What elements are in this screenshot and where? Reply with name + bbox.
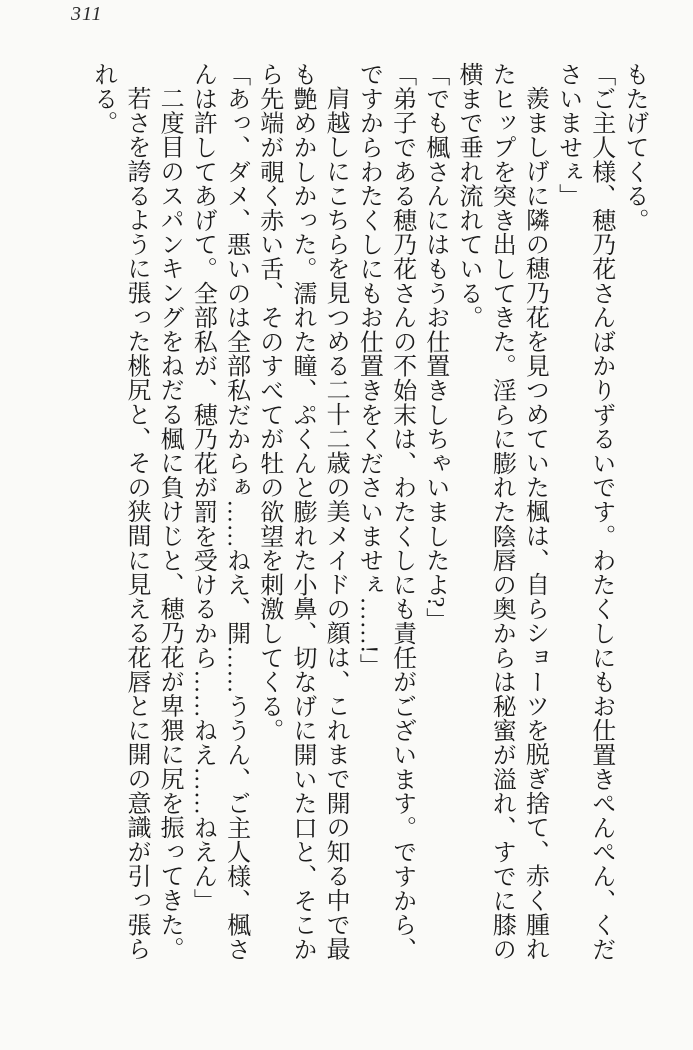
page-number: 311 (71, 3, 103, 25)
paragraph: 「あっ、ダメ、悪いのは全部私だからぁ……ねえ、開……ううん、ご主人様、楓さんは許してあげて。全部私が、穂乃花が罰を受けるから……ねえ……ねえん」 (189, 62, 249, 962)
paragraph: 「でも楓さんにはもうお仕置きしちゃいましたよ?」 (421, 62, 448, 632)
body-text (86, 62, 650, 974)
paragraph: 「弟子である穂乃花さんの不始末は、わたくしにも責任がございます。ですから、ですからわたくしにもお仕置きをくださいませぇ……!」 (355, 62, 415, 962)
paragraph: 肩越しにこちらを見つめる二十二歳の美メイドの顔は、これまで開の知る中で最も艶めかしかった。濡れた瞳、ぷくんと膨れた小鼻、切なげに開いた口と、そこから先端が覗く赤い舌、そのすべてが牡の欲望を刺激してくる。 (255, 62, 349, 962)
paragraph: 「ご主人様、穂乃花さんばかりずるいです。わたくしにもお仕置きぺんぺん、くださいませぇ」 (554, 62, 614, 962)
paragraph: 羨ましげに隣の穂乃花を見つめていた楓は、自らショーツを脱ぎ捨て、赤く腫れたヒップを突き出してきた。淫らに膨れた陰唇の奥からは秘蜜が溢れ、すでに膝の横まで垂れ流れている。 (454, 62, 548, 962)
paragraph: 二度目のスパンキングをねだる楓に負けじと、穂乃花が卑猥に尻を振ってきた。 (156, 86, 183, 961)
paragraph: 若さを誇るように張った桃尻と、その狭間に見える花唇とに開の意識が引っ張られる。 (89, 62, 149, 961)
paragraph: もたげてくる。 (621, 62, 647, 233)
